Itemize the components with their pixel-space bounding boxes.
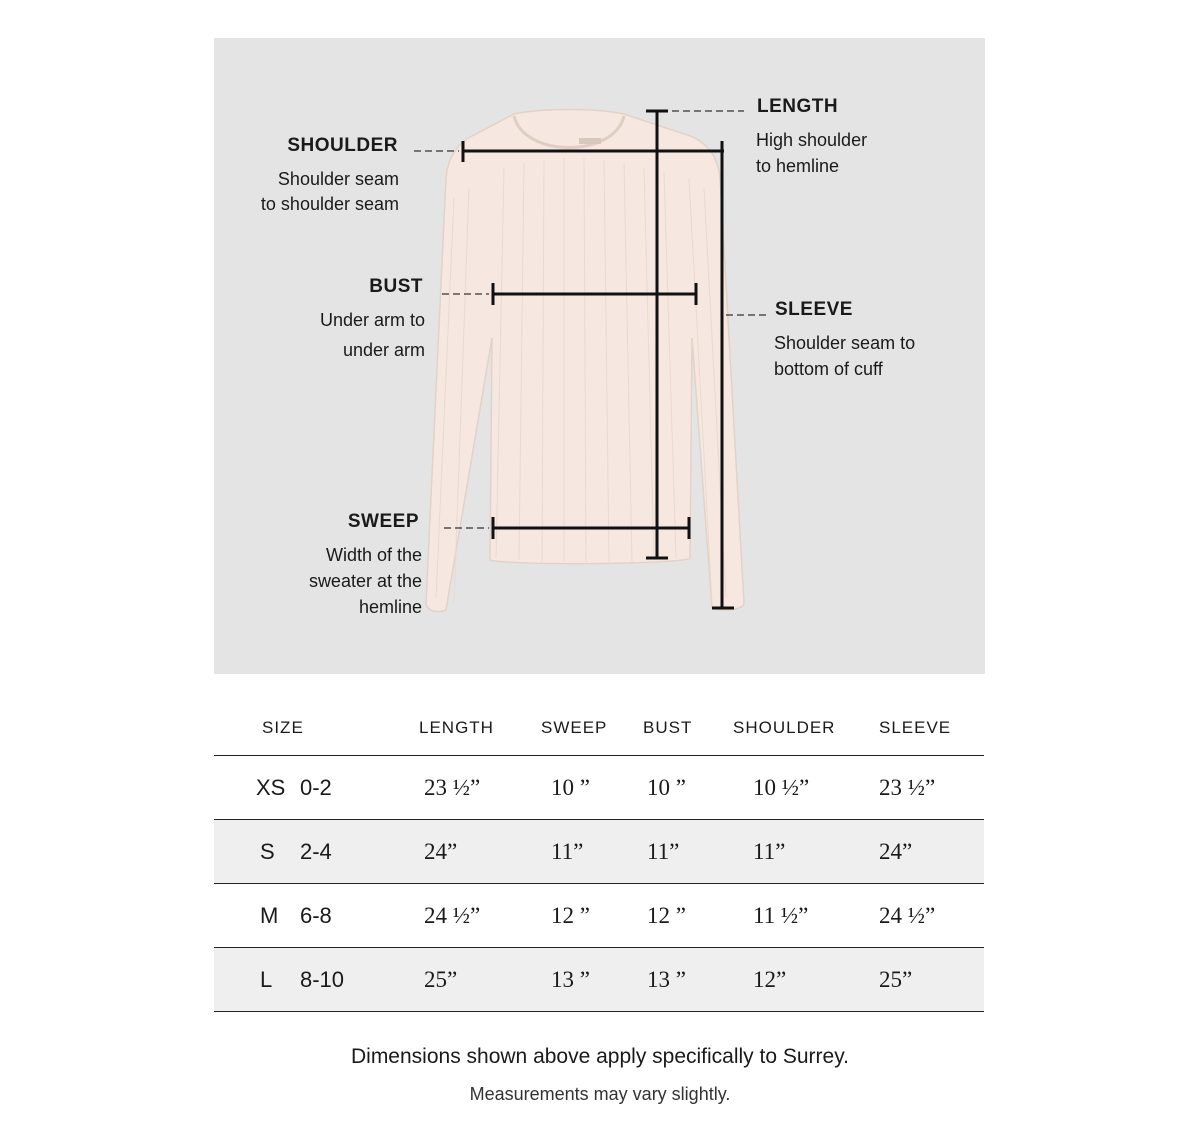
header-size: SIZE — [214, 700, 419, 756]
shoulder-value: 11” — [733, 820, 879, 884]
length-value: 24” — [419, 820, 541, 884]
bust-desc-1: Under arm to — [319, 310, 425, 330]
size-code: S — [260, 838, 275, 864]
footer-subnote: Measurements may vary slightly. — [469, 1084, 731, 1104]
table-row — [214, 820, 984, 884]
shoulder-title: SHOULDER — [287, 135, 398, 156]
bust-desc-2: under arm — [342, 340, 425, 360]
table-row — [214, 756, 984, 820]
size-code: L — [260, 966, 273, 992]
size-range: 6-8 — [300, 902, 332, 928]
sweep-value: 12 ” — [541, 884, 643, 948]
sweep-desc-3: hemline — [358, 597, 422, 617]
size-range: 2-4 — [300, 838, 332, 864]
sweep-value: 11” — [541, 820, 643, 884]
size-range: 8-10 — [300, 966, 345, 992]
size-cell — [214, 756, 419, 820]
length-value: 23 ½” — [419, 756, 541, 820]
measurement-diagram — [214, 38, 985, 674]
sweep-title: SWEEP — [347, 511, 419, 532]
sweep-value: 13 ” — [541, 948, 643, 1012]
header-sweep: SWEEP — [541, 700, 643, 756]
size-range: 0-2 — [300, 774, 332, 800]
sweep-value: 10 ” — [541, 756, 643, 820]
sweep-desc-1: Width of the — [325, 545, 422, 565]
bust-value: 13 ” — [643, 948, 733, 1012]
sleeve-value: 23 ½” — [879, 756, 984, 820]
length-value: 24 ½” — [419, 884, 541, 948]
table-row — [214, 948, 984, 1012]
sleeve-value: 24” — [879, 820, 984, 884]
bust-value: 12 ” — [643, 884, 733, 948]
bust-title: BUST — [369, 276, 423, 297]
shoulder-value: 12” — [733, 948, 879, 1012]
length-title: LENGTH — [757, 96, 839, 117]
sweep-desc-2: sweater at the — [308, 571, 422, 591]
size-chart-table — [214, 700, 984, 1012]
shoulder-value: 10 ½” — [733, 756, 879, 820]
bust-value: 11” — [643, 820, 733, 884]
sleeve-value: 24 ½” — [879, 884, 984, 948]
sleeve-title: SLEEVE — [775, 299, 853, 320]
length-value: 25” — [419, 948, 541, 1012]
header-bust: BUST — [643, 700, 733, 756]
sleeve-desc-1: Shoulder seam to — [774, 333, 916, 353]
shoulder-desc-2: to shoulder seam — [260, 194, 399, 214]
size-cell — [214, 884, 419, 948]
size-cell — [214, 948, 419, 1012]
footer-note: Dimensions shown above apply specifically to Surrey. — [350, 1045, 849, 1068]
bust-value: 10 ” — [643, 756, 733, 820]
header-length: LENGTH — [419, 700, 541, 756]
header-shoulder: SHOULDER — [733, 700, 879, 756]
sleeve-value: 25” — [879, 948, 984, 1012]
length-desc-1: High shoulder — [756, 130, 868, 150]
shoulder-value: 11 ½” — [733, 884, 879, 948]
length-desc-2: to hemline — [756, 156, 840, 176]
shoulder-desc-1: Shoulder seam — [277, 169, 399, 189]
size-code: M — [260, 902, 279, 928]
table-row — [214, 884, 984, 948]
sleeve-desc-2: bottom of cuff — [774, 359, 883, 379]
size-code: XS — [256, 774, 286, 800]
table-header-row — [214, 700, 984, 756]
header-sleeve: SLEEVE — [879, 700, 984, 756]
sweater-illustration — [426, 110, 744, 612]
size-cell — [214, 820, 419, 884]
